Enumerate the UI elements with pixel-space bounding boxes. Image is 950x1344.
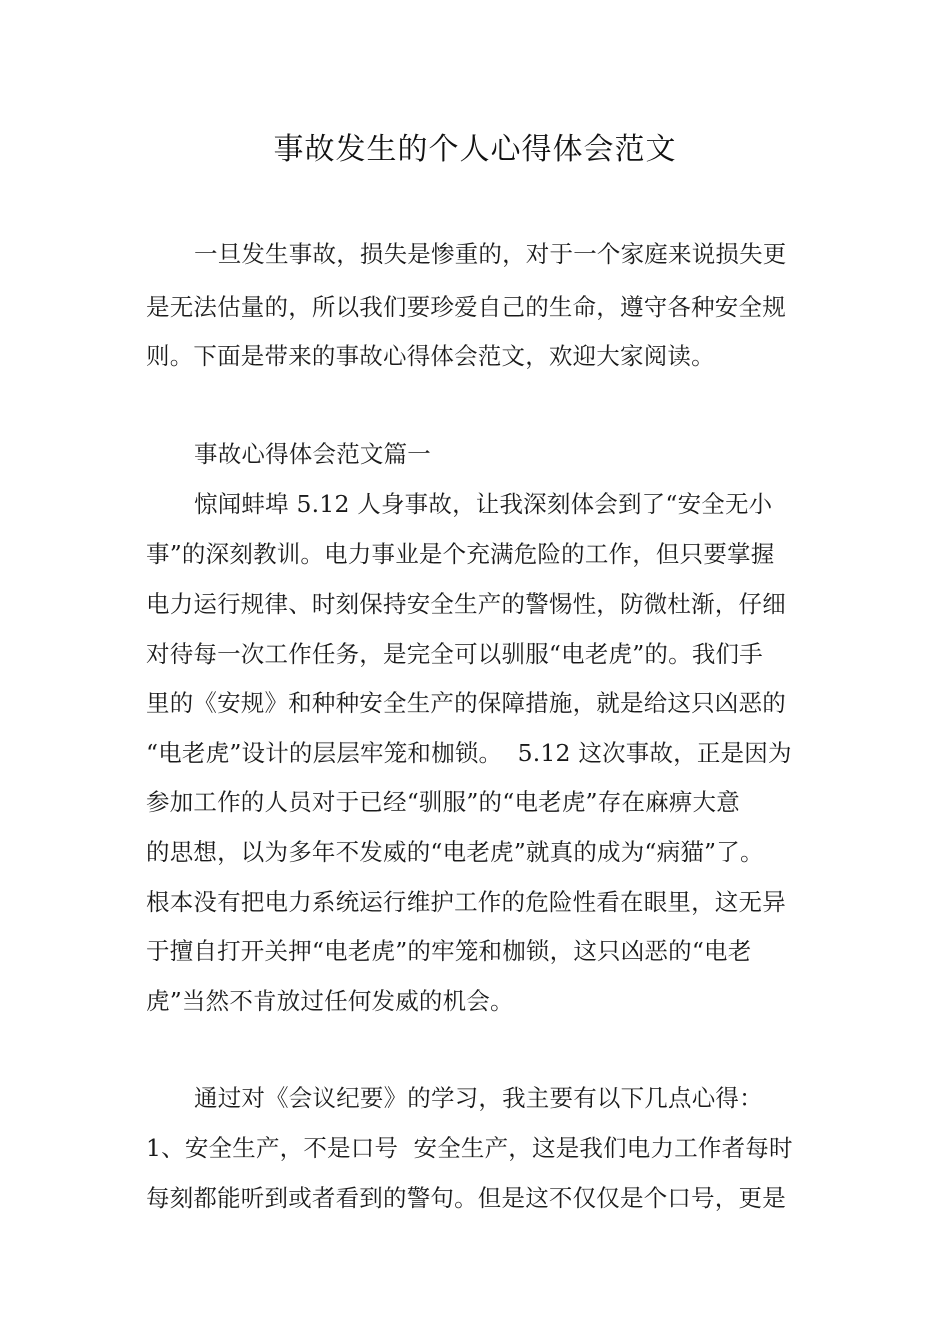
intro-line-3: 则。下面是带来的事故心得体会范文，欢迎大家阅读。: [146, 342, 715, 370]
section-body-line-10: 于擅自打开关押“电老虎”的牢笼和枷锁，这只凶恶的“电老: [146, 937, 752, 965]
section-heading: 事故心得体会范文篇一: [194, 440, 431, 468]
intro-line-1: 一旦发生事故，损失是惨重的，对于一个家庭来说损失更: [194, 240, 787, 268]
section-body-line-5: 里的《安规》和种种安全生产的保障措施，就是给这只凶恶的: [146, 689, 786, 717]
section-body-line-8: 的思想，以为多年不发威的“电老虎”就真的成为“病猫”了。: [146, 838, 764, 866]
section-body-line-4: 对待每一次工作任务，是完全可以驯服“电老虎”的。我们手: [146, 640, 763, 668]
meeting-intro: 通过对《会议纪要》的学习，我主要有以下几点心得：: [194, 1084, 763, 1112]
meeting-body-line-1: 1、安全生产，不是口号 安全生产，这是我们电力工作者每时: [146, 1134, 793, 1162]
meeting-body-line-2: 每刻都能听到或者看到的警句。但是这不仅仅是个口号，更是: [146, 1184, 786, 1212]
document-title: 事故发生的个人心得体会范文: [273, 132, 677, 167]
intro-line-2: 是无法估量的，所以我们要珍爱自己的生命，遵守各种安全规: [146, 293, 786, 321]
section-body-line-1: 惊闻蚌埠 5.12 人身事故，让我深刻体会到了“安全无小: [194, 490, 773, 518]
section-body-line-3: 电力运行规律、时刻保持安全生产的警惕性，防微杜渐，仔细: [146, 590, 786, 618]
section-body-line-7: 参加工作的人员对于已经“驯服”的“电老虎”存在麻痹大意: [146, 788, 740, 816]
section-body-line-11: 虎”当然不肯放过任何发威的机会。: [146, 987, 514, 1015]
section-body-line-2: 事”的深刻教训。电力事业是个充满危险的工作，但只要掌握: [146, 540, 775, 568]
section-body-line-9: 根本没有把电力系统运行维护工作的危险性看在眼里，这无异: [146, 888, 786, 916]
section-body-line-6: “电老虎”设计的层层牢笼和枷锁。 5.12 这次事故，正是因为: [146, 739, 792, 767]
